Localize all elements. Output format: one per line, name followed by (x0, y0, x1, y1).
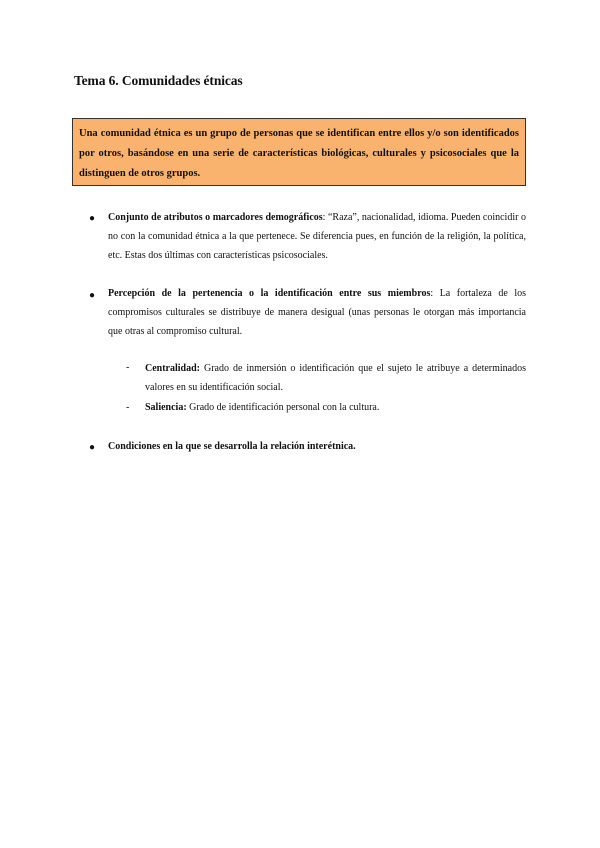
dash-icon: - (126, 402, 130, 413)
sublist-item-term: Centralidad: (145, 363, 200, 374)
list-item-atributos (108, 208, 526, 265)
sublist-item-text: Grado de inmersión o identificación que el sujeto le atribuye a determinados valores en su identificación social. (145, 363, 526, 393)
sublist-item-saliencia (145, 398, 526, 417)
list-item-text: : “Raza”, nacionalidad, idioma. Pueden coincidir o no con la comunidad étnica a la que pertenece. Se diferencia pues, en función de la religión, la política, etc. Estas dos últimas con características psicosociales. (108, 212, 527, 261)
list-item-term: Conjunto de atributos o marcadores demográficos (108, 212, 323, 223)
definition-callout: Una comunidad étnica es un grupo de personas que se identifican entre ellos y/o son identificados por otros, basándose en una serie de características biológicas, culturales y psicosociales que la distinguen de otros grupos. (72, 118, 526, 186)
list-item-term: Percepción de la pertenencia o la identificación entre sus miembros (108, 288, 431, 299)
list-item-text: : La fortaleza de los compromisos culturales se distribuye de manera desigual (unas personas le otorgan más importancia que otras al compromiso cultural. (108, 288, 527, 337)
sublist-item-text: Grado de identificación personal con la cultura. (186, 402, 380, 413)
page-title: Tema 6. Comunidades étnicas (74, 73, 243, 88)
list-item-percepcion (108, 284, 526, 341)
list-item-condiciones (108, 437, 526, 456)
sublist-item-centralidad (145, 359, 526, 397)
bullet-icon: ● (89, 290, 96, 301)
bullet-icon: ● (89, 442, 96, 453)
list-item-term: Condiciones en la que se desarrolla la relación interétnica. (108, 441, 356, 452)
dash-icon: - (126, 362, 130, 373)
sublist-item-term: Saliencia: (145, 402, 187, 413)
bullet-icon: ● (89, 213, 96, 224)
